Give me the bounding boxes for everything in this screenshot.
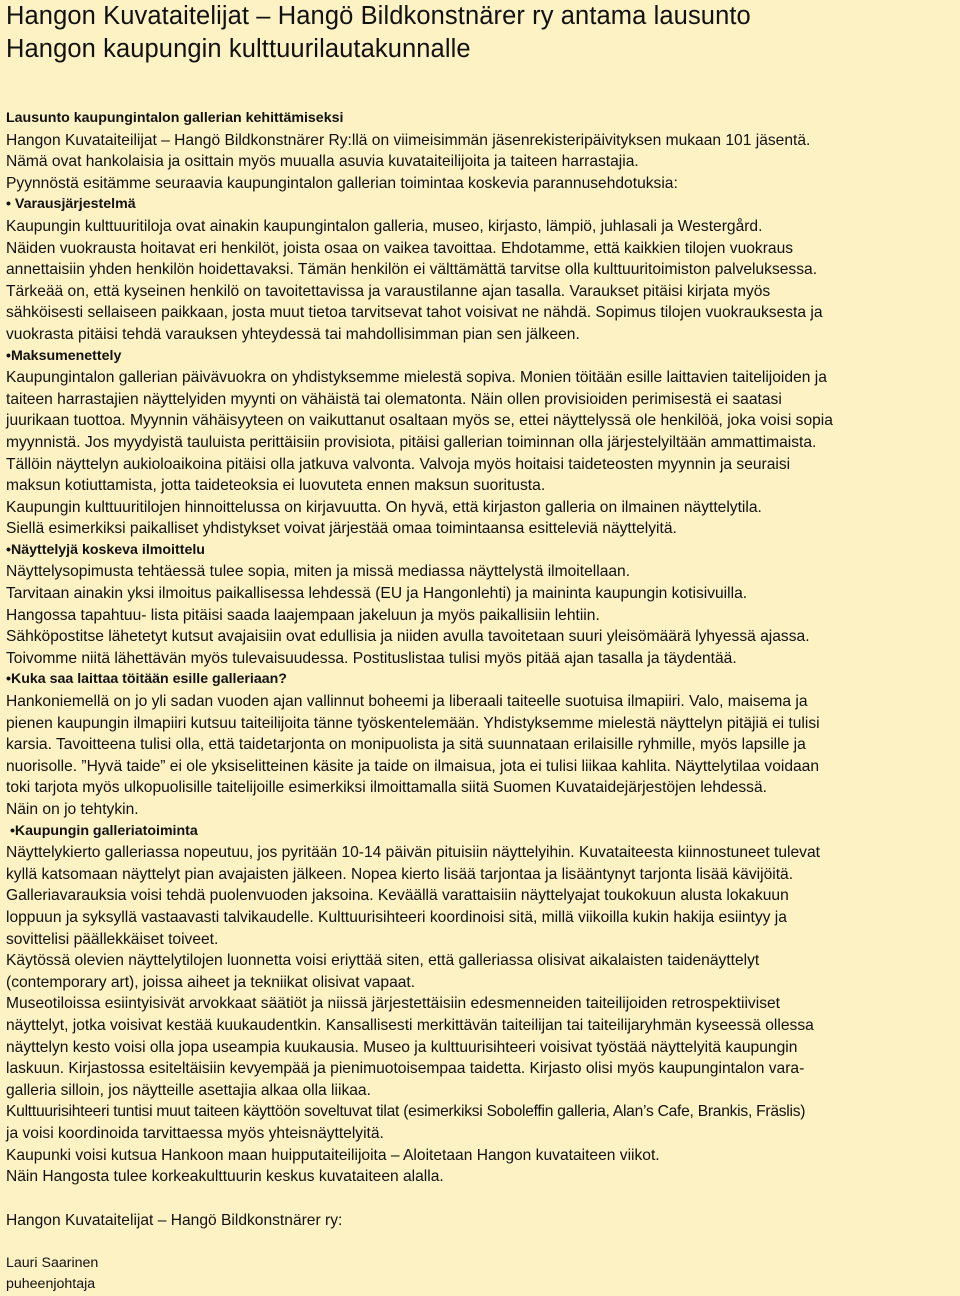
text-line: Näyttelykierto galleriassa nopeutuu, jos pyritään 10-14 päivän pituisiin näyttelyihin. Kuvataiteesta kiinnostuneet tulevat bbox=[6, 844, 820, 862]
section-heading-payment bbox=[6, 346, 956, 368]
text-line: Kaupungintalon gallerian päivävuokra on yhdistyksemme mielestä sopiva. Monien töitään esille laittavien taitelijoiden ja bbox=[6, 369, 827, 387]
signatory-name: Lauri Saarinen bbox=[6, 1254, 99, 1271]
text-line: Näyttelysopimusta tehtäessä tulee sopia, miten ja missä mediassa näyttelystä ilmoitellaan. bbox=[6, 563, 631, 581]
text-line: sähköisesti sellaiseen paikkaan, josta muut tietoa tarvitsevat tahot voisivat ne nähdä. Sopimus tilojen vuokrauksesta ja bbox=[6, 304, 823, 322]
document-title bbox=[6, 0, 751, 66]
text-line: laskuun. Kirjastossa esiteltäisiin kevyempää ja pienimuotoisempaa taidetta. Kirjasto olisi myös kaupungintalon vara- bbox=[6, 1060, 805, 1078]
text-line: näyttelyt, jotka voisivat kestää kuukaudentkin. Kansallisesti merkittävän taiteilijan tai taiteilijaryhmän kyseessä ollessa bbox=[6, 1016, 814, 1034]
text-line: Kaupungin kulttuuritiloja ovat ainakin kaupungintalon galleria, museo, kirjasto, lämpiö, juhlasali ja Westergård. bbox=[6, 217, 763, 235]
text-line: Nämä ovat hankolaisia ja osittain myös muualla asuvia kuvataiteilijoita ja taiteen harrastajia. bbox=[6, 153, 639, 171]
title-line-2: Hangon kaupungin kulttuurilautakunnalle bbox=[6, 35, 471, 63]
who-exhibits-paragraph bbox=[6, 691, 956, 821]
text-line: Pyynnöstä esitämme seuraavia kaupungintalon gallerian toimintaa koskevia parannusehdotuksia: bbox=[6, 174, 678, 192]
text-line: sovittelisi päällekkäiset toiveet. bbox=[6, 930, 219, 948]
reservation-paragraph bbox=[6, 216, 956, 346]
text-line: Näiden vuokrausta hoitavat eri henkilöt, joista osaa on vaikea tavoittaa. Ehdotamme, että kaikkien tilojen vuokraus bbox=[6, 239, 794, 257]
text-line: nuorisolle. ”Hyvä taide” ei ole yksiselitteinen käsite ja taide on ilmaisua, jota ei tulisi liikaa kahlita. Näyttelytilaa voidaan bbox=[6, 757, 820, 775]
text-line: Tärkeää on, että kyseinen henkilö on tavoitettavissa ja varaustilanne ajan tasalla. Varaukset pitäisi kirjata myös bbox=[6, 282, 771, 300]
document-body bbox=[6, 108, 956, 1296]
text-line: Museotiloissa esiintyisivät arvokkaat säätiöt ja niissä järjestettäisiin edesmenneiden taiteilijoiden retrospektiiviset bbox=[6, 995, 780, 1013]
text-line: kyllä katsomaan näyttelyt pian avajaisten jälkeen. Nopea kierto lisää tarjontaa ja lisääntynyt tarjonta lisää kävijöitä. bbox=[6, 865, 794, 883]
advertising-paragraph bbox=[6, 561, 956, 669]
section-heading-reservation bbox=[6, 194, 956, 216]
statement-heading bbox=[6, 108, 956, 130]
text-line: karsia. Tavoitteena tulisi olla, että taidetarjonta on monipuolista ja sitä suunnataan erilaisille ryhmille, myös lapsille ja bbox=[6, 736, 806, 754]
text-line: Siellä esimerkiksi paikalliset yhdistykset voivat järjestää omaa toimintaansa esitteleviä näyttelyitä. bbox=[6, 520, 677, 538]
text-line: pienen kaupungin ilmapiiri kutsuu taiteilijoita tänne työskentelemään. Yhdistyksemme mielestä näyttelyn pitäjiä ei tulisi bbox=[6, 714, 820, 732]
text-line: •Näyttelyjä koskeva ilmoittelu bbox=[6, 541, 205, 558]
text-line: Hankoniemellä on jo yli sadan vuoden ajan vallinnut boheemi ja liberaali taiteelle suotuisa ilmapiiri. Valo, maisema ja bbox=[6, 693, 808, 711]
text-line: loppuun ja syksyllä vastaavasti talvikaudelle. Kulttuurisihteeri koordinoisi sitä, millä viikoilla kukin hakija esiintyy ja bbox=[6, 908, 787, 926]
text-line: Galleriavarauksia voisi tehdä puolenvuoden jaksoina. Keväällä varattaisiin näyttelyajat toukokuun alusta lokakuun bbox=[6, 887, 789, 905]
text-line: Hangon Kuvataiteilijat – Hangö Bildkonstnärer Ry:llä on viimeisimmän jäsenrekisteripäivityksen mukaan 101 jäsentä. bbox=[6, 131, 811, 149]
text-line: taiteen harrastajien näyttelyiden myynti on vähäistä tai olematonta. Näin ollen provisioiden perimisestä ei saatasi bbox=[6, 390, 782, 408]
text-line: Toivomme niitä lähettävän myös tulevaisuudessa. Postituslistaa tulisi myös pitää ajan tasalla ja täydentää. bbox=[6, 649, 737, 667]
intro-paragraph bbox=[6, 130, 956, 195]
text-line: annettaisiin yhden henkilön hoidettavaksi. Tämän henkilön ei välttämättä tarvitse olla kulttuuritoimiston palveluksessa. bbox=[6, 261, 818, 279]
text-line: •Maksumenettely bbox=[6, 347, 122, 364]
text-line: maksun kotiuttamista, jotta taideteoksia ei luovuteta ennen maksun suoritusta. bbox=[6, 477, 546, 495]
text-line: juurikaan tuottoa. Myynnin vähäisyyteen on vaikuttanut osaltaan myös se, ettei näyttelyssä ole henkilöä, joka voisi sopia bbox=[6, 412, 833, 430]
text-line: Kaupungin kulttuuritilojen hinnoittelussa on kirjavuutta. On hyvä, että kirjaston galleria on ilmainen näyttelytila. bbox=[6, 498, 762, 516]
text-line: Lausunto kaupungintalon gallerian kehittämiseksi bbox=[6, 110, 344, 126]
text-line: Hangossa tapahtuu- lista pitäisi saada laajempaan jakeluun ja myös paikallisiin lehtiin. bbox=[6, 606, 600, 624]
text-line: Hangon Kuvataitelijat – Hangö Bildkonstnärer ry: bbox=[6, 1211, 343, 1229]
text-line: Näin on jo tehtykin. bbox=[6, 801, 139, 818]
text-line: Kulttuurisihteeri tuntisi muut taiteen käyttöön soveltuvat tilat (esimerkiksi Soboleffin galleria, Alan’s Cafe, Brankis, Fräslis) bbox=[6, 1103, 806, 1121]
section-heading-gallery-activity bbox=[6, 821, 956, 843]
spacer bbox=[6, 1188, 956, 1210]
text-line: Sähköpostitse lähetetyt kutsut avajaisiin ovat edullisia ja niiden avulla tavoitetaan suuri yleisömäärä lyhyessä ajassa. bbox=[6, 628, 810, 646]
text-line: Tarvitaan ainakin yksi ilmoitus paikallisessa lehdessä (EU ja Hangonlehti) ja maininta kaupungin kotisivuilla. bbox=[6, 585, 748, 603]
text-line: Tällöin näyttelyn aukioloaikoina pitäisi olla jatkuva valvonta. Valvoja myös hoitaisi taideteosten myynnin ja seuraisi bbox=[6, 455, 791, 473]
text-line: •Kaupungin galleriatoiminta bbox=[6, 822, 198, 839]
text-line: Kaupunki voisi kutsua Hankoon maan huipputaiteilijoita – Aloitetaan Hangon kuvataiteen viikot. bbox=[6, 1146, 660, 1164]
text-line: toki tarjota myös ulkopuolisille taitelijoille esimerkiksi ilmoittamalla siitä Suomen Kuvataidejärjestöjen lehdessä. bbox=[6, 779, 767, 797]
spacer bbox=[6, 1231, 956, 1253]
signature-block bbox=[6, 1253, 956, 1296]
text-line: näyttelyn kesto voisi olla jopa useampia kuukausia. Museo ja kulttuurisihteeri voisivat työstää näyttelyitä kaupungin bbox=[6, 1038, 798, 1056]
payment-paragraph bbox=[6, 367, 956, 540]
gallery-activity-paragraph bbox=[6, 842, 956, 1188]
section-heading-who-exhibits bbox=[6, 669, 956, 691]
text-line: galleria silloin, jos näytteille asettajia alkaa olla liikaa. bbox=[6, 1081, 371, 1099]
text-line: •Kuka saa laittaa töitään esille galleriaan? bbox=[6, 671, 287, 688]
text-line: Näin Hangosta tulee korkeakulttuurin keskus kuvataiteen alalla. bbox=[6, 1168, 444, 1186]
signature-organization bbox=[6, 1210, 956, 1232]
text-line: ja voisi koordinoida tarvittaessa myös yhteisnäyttelyitä. bbox=[6, 1124, 384, 1142]
title-line-1: Hangon Kuvataitelijat – Hangö Bildkonstnärer ry antama lausunto bbox=[6, 2, 751, 30]
text-line: vuokrasta pitäisi tehdä varauksen yhteydessä tai mahdollisimman pian sen jälkeen. bbox=[6, 325, 580, 343]
text-line: myynnistä. Jos myydyistä tauluista perittäisiin provisiota, pitäisi gallerian toiminnan olla järjestelyiltään ammattimaista. bbox=[6, 433, 817, 451]
text-line: Käytössä olevien näyttelytilojen luonnetta voisi eriyttää siten, että galleriassa olisivat aikalaisten taidenäyttelyt bbox=[6, 952, 760, 970]
text-line: • Varausjärjestelmä bbox=[6, 196, 136, 213]
text-line: (contemporary art), joissa aiheet ja tekniikat olisivat vapaat. bbox=[6, 973, 416, 991]
signatory-role: puheenjohtaja bbox=[6, 1276, 96, 1293]
section-heading-advertising bbox=[6, 540, 956, 562]
